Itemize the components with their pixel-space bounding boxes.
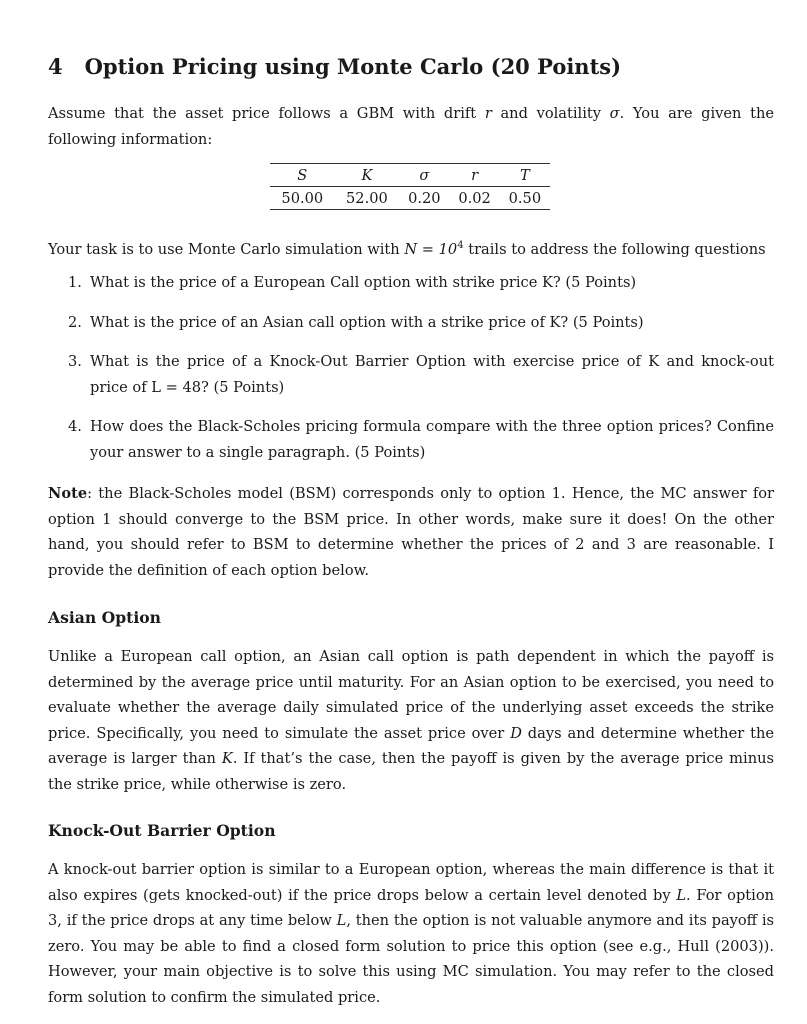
section-title-text: Option Pricing using Monte Carlo (20 Points) <box>84 54 622 79</box>
question-1: 1. What is the price of a European Call option with strike price K? (5 Points) <box>68 274 637 291</box>
value-t: 0.50 <box>508 189 542 207</box>
header-t: T <box>519 166 530 184</box>
header-s: S <box>297 166 308 184</box>
value-sigma: 0.20 <box>408 189 441 207</box>
section-number: 4 <box>48 54 63 79</box>
value-s: 50.00 <box>281 189 324 207</box>
question-2: 2. What is the price of an Asian call option with a strike price of K? (5 Points) <box>68 313 644 331</box>
asian-option-paragraph: Unlike a European call option, an Asian call option is path dependent in which the payoff is determined by the average price until maturity. For an Asian option to be exercised, you need to evaluate whether the average daily simulated price of the underlying asset exceeds the strike price. Specifically, you need to simulate the asset price over D days and determine whether the average is larger than K. If that’s the case, then the payoff is given by the average price minus the strike price, while otherwise is zero. <box>48 648 774 793</box>
value-k: 52.00 <box>346 189 388 207</box>
trials-exponent: 4 <box>457 240 464 251</box>
trials-expression: N = 10 <box>404 240 458 258</box>
header-r: r <box>471 166 479 184</box>
note-label: Note <box>48 485 88 502</box>
note-paragraph: Note: the Black-Scholes model (BSM) corresponds only to option 1. Hence, the MC answer for option 1 should converge to the BSM price. In other words, make sure it does! On the other hand, you should refer to BSM to determine whether the prices of 2 and 3 are reasonable. I provide the definition of each option below. <box>48 485 774 579</box>
section-title <box>48 54 621 79</box>
question-4: 4. How does the Black-Scholes pricing formula compare with the three option prices? Confine your answer to a single paragraph. (5 Points) <box>68 418 774 461</box>
volatility-symbol: σ <box>609 105 620 122</box>
asian-option-heading: Asian Option <box>48 608 162 627</box>
table-row <box>270 187 550 210</box>
header-k: K <box>361 166 373 184</box>
drift-symbol: r <box>484 105 492 122</box>
intro-paragraph: Assume that the asset price follows a GBM with drift r and volatility σ. You are given the following information: <box>48 105 775 148</box>
header-sigma: σ <box>419 166 430 184</box>
barrier-option-paragraph: A knock-out barrier option is similar to a European option, whereas the main difference is that it also expires (gets knocked-out) if the price drops below a certain level denoted by L. For option 3, if the price drops at any time below L, then the option is not valuable anymore and its payoff is zero. You may be able to find a closed form solution to price this option (see e.g., Hull (2003)). However, your main objective is to solve this using MC simulation. You may refer to the closed form solution to confirm the simulated price. <box>48 861 775 1006</box>
question-3: 3. What is the price of a Knock-Out Barrier Option with exercise price of K and knock-out price of L = 48? (5 Points) <box>68 353 774 396</box>
value-r: 0.02 <box>458 189 491 207</box>
table-header-row <box>270 164 550 187</box>
task-paragraph: Your task is to use Monte Carlo simulation with $N = 10^4$ trails to address the following questions <box>48 240 766 258</box>
question-list <box>68 270 774 465</box>
parameters-table <box>270 163 550 210</box>
barrier-option-heading: Knock-Out Barrier Option <box>48 821 276 840</box>
